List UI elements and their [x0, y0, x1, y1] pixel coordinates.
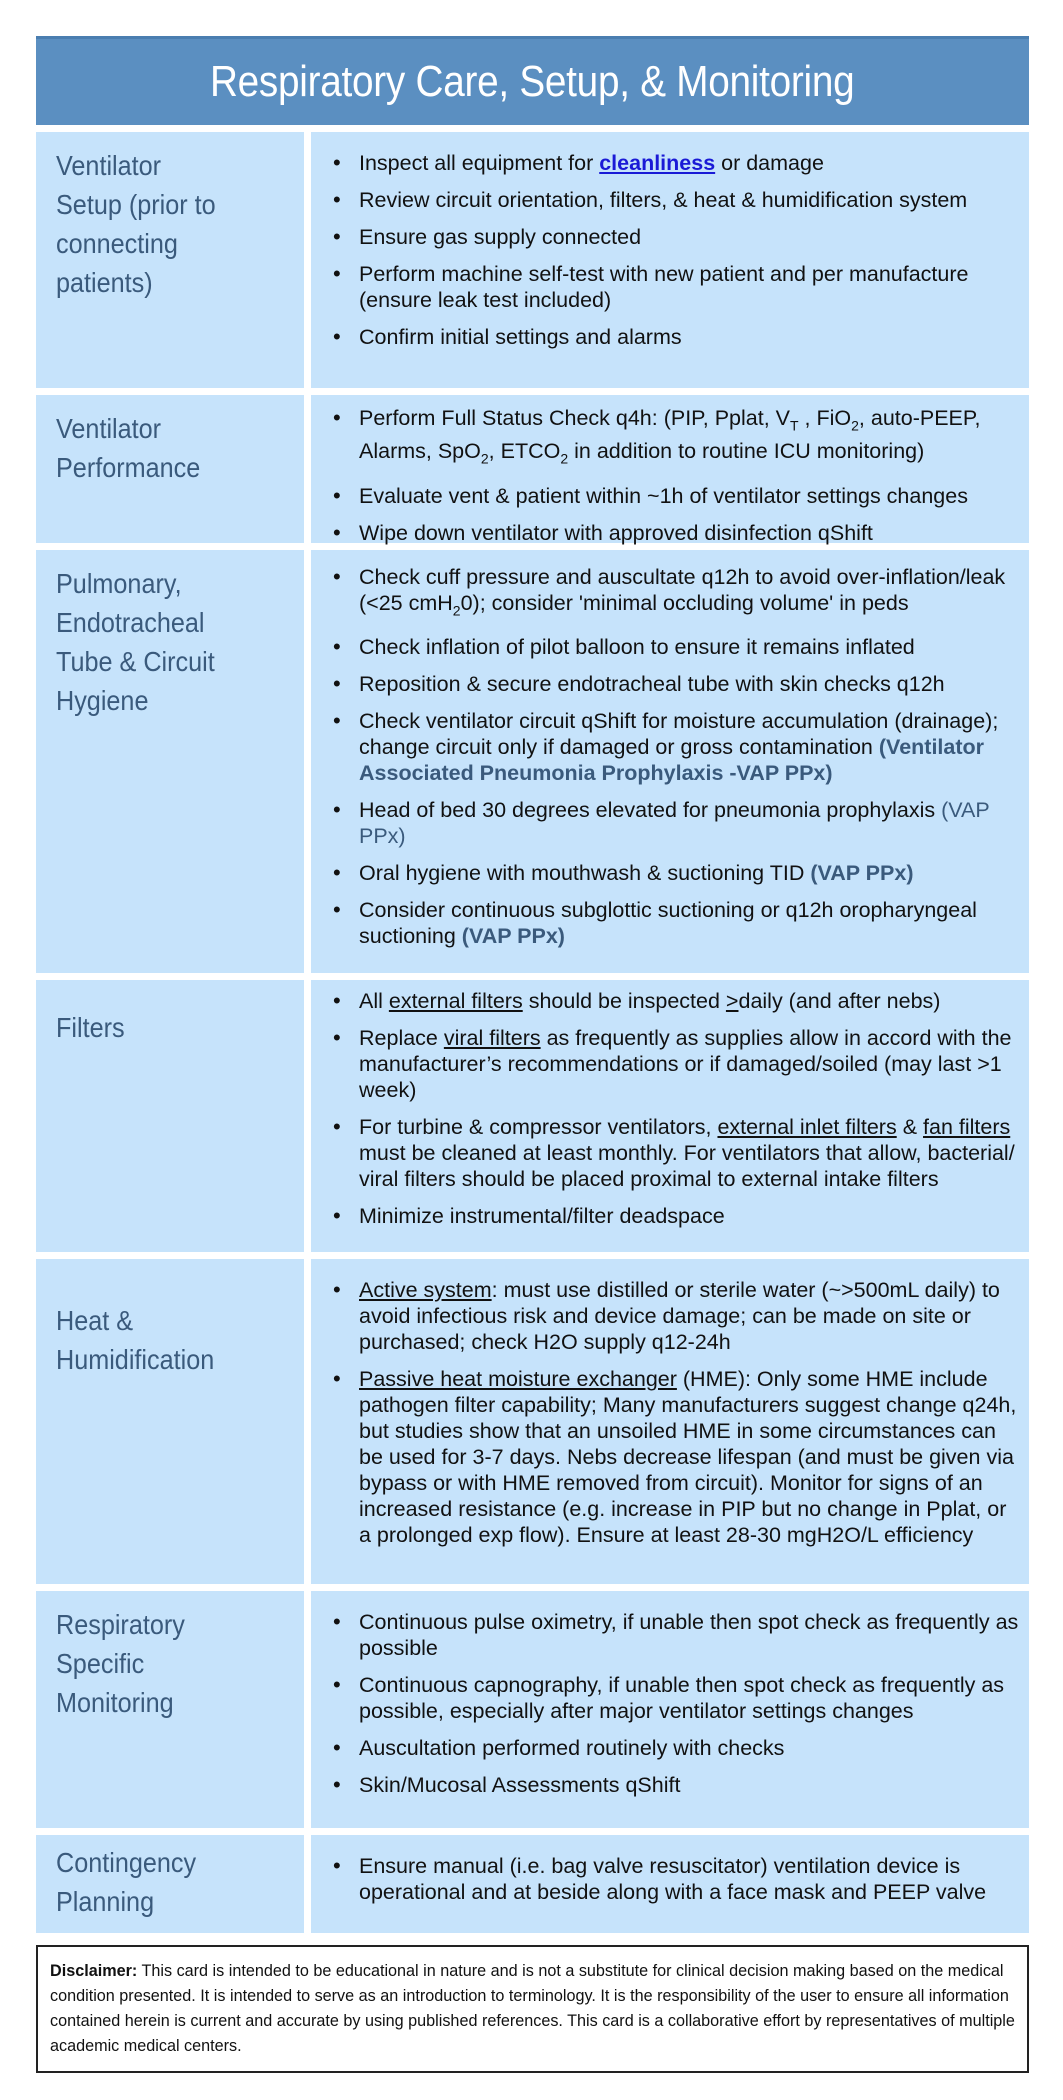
section-respiratory-monitoring — [36, 1591, 1029, 1828]
section-hygiene — [36, 550, 1029, 973]
vap-tag: (VAP PPx) — [359, 798, 990, 849]
disclaimer-label: Disclaimer: — [50, 1962, 138, 1980]
list-item: • Check inflation of pilot balloon to ensure it remains inflated — [359, 634, 1019, 660]
list-item: • Passive heat moisture exchanger (HME): Only some HME include pathogen filter capability; Many manufacturers suggest change q24h, but studies show that an unsoiled HME in some circumstances can be used for 3-7 days. Nebs decrease lifespan (and must be given via bypass or with HME removed from circuit). Monitor for signs of an increased resistance (e.g. increase in PIP but no change in Pplat, or a prolonged exp flow). Ensure at least 28-30 mgH2O/L efficiency — [359, 1366, 1019, 1548]
list-item: • Evaluate vent & patient within ~1h of ventilator settings changes — [359, 483, 1019, 509]
section-content — [311, 980, 1029, 1252]
list-item: • Active system: must use distilled or sterile water (~>500mL daily) to avoid infectious risk and device damage; can be made on site or purchased; check H2O supply q12-24h — [359, 1277, 1019, 1355]
list-item: • All external filters should be inspected >daily (and after nebs) — [359, 988, 1019, 1014]
vap-tag: (VAP PPx) — [461, 924, 565, 949]
disclaimer-box — [36, 1945, 1029, 2073]
section-content — [311, 1835, 1029, 1933]
section-contingency-planning — [36, 1835, 1029, 1933]
list-item: • Confirm initial settings and alarms — [359, 324, 1019, 350]
list-item: • Head of bed 30 degrees elevated for pneumonia prophylaxis (VAP PPx) — [359, 797, 1019, 849]
list-item: • Continuous capnography, if unable then spot check as frequently as possible, especially after major ventilator settings changes — [359, 1672, 1019, 1724]
list-item: • Ensure gas supply connected — [359, 224, 1019, 250]
list-item: • Continuous pulse oximetry, if unable then spot check as frequently as possible — [359, 1609, 1019, 1661]
section-content — [311, 1259, 1029, 1584]
section-label: Ventilator Performance — [36, 395, 304, 543]
section-label: Ventilator Setup (prior to connecting patients) — [36, 132, 304, 388]
list-item: • Reposition & secure endotracheal tube with skin checks q12h — [359, 671, 1019, 697]
list-item: • Oral hygiene with mouthwash & suctioning TID (VAP PPx) — [359, 860, 1019, 886]
card-title: Respiratory Care, Setup, & Monitoring — [210, 57, 855, 106]
respiratory-care-card — [36, 36, 1029, 2073]
section-filters — [36, 980, 1029, 1252]
list-item: • Auscultation performed routinely with checks — [359, 1735, 1019, 1761]
section-ventilator-setup — [36, 132, 1029, 388]
section-content — [311, 1591, 1029, 1828]
card-title-bar — [36, 36, 1029, 125]
section-label: Heat & Humidification — [36, 1259, 304, 1584]
section-ventilator-performance — [36, 395, 1029, 543]
vap-tag: (VAP PPx) — [810, 861, 914, 886]
section-heat-humidification — [36, 1259, 1029, 1584]
list-item: • Ensure manual (i.e. bag valve resuscitator) ventilation device is operational and at beside along with a face mask and PEEP valve — [359, 1853, 1019, 1905]
section-label: Contingency Planning — [36, 1835, 304, 1933]
list-item: • Inspect all equipment for cleanliness or damage — [359, 150, 1019, 176]
list-item: • Check cuff pressure and auscultate q12h to avoid over-inflation/leak (<25 cmH$_2$0); consider 'minimal occluding volume' in peds — [359, 564, 1019, 623]
list-item: • Replace viral filters as frequently as supplies allow in accord with the manufacturer’s recommendations or if damaged/soiled (may last >1 week) — [359, 1025, 1019, 1103]
list-item: • Skin/Mucosal Assessments qShift — [359, 1772, 1019, 1798]
list-item: • Minimize instrumental/filter deadspace — [359, 1203, 1019, 1229]
list-item: • Review circuit orientation, filters, & heat & humidification system — [359, 187, 1019, 213]
list-item: • Perform machine self-test with new patient and per manufacture (ensure leak test included) — [359, 261, 1019, 313]
cleanliness-link[interactable]: cleanliness — [599, 151, 716, 175]
list-item: • Check ventilator circuit qShift for moisture accumulation (drainage); change circuit only if damaged or gross contamination (Ventilator Associated Pneumonia Prophylaxis -VAP PPx) — [359, 708, 1019, 786]
section-label: Pulmonary, Endotracheal Tube & Circuit Hygiene — [36, 550, 304, 973]
list-item: • For turbine & compressor ventilators, external inlet filters & fan filters must be cleaned at least monthly. For ventilators that allow, bacterial/ viral filters should be placed proximal to external intake filters — [359, 1114, 1019, 1192]
list-item: • Wipe down ventilator with approved disinfection qShift — [359, 520, 1019, 546]
list-item: • Perform Full Status Check q4h: (PIP, Pplat, $V_T$ , FiO$_2$, auto-PEEP, Alarms, SpO$_2$, $ETCO_2$ in addition to routine ICU monitoring) — [359, 405, 1019, 472]
vap-tag: (Ventilator Associated Pneumonia Prophylaxis -VAP PPx) — [359, 735, 985, 786]
section-content — [311, 395, 1029, 543]
section-content — [311, 550, 1029, 973]
disclaimer-text: This card is intended to be educational in nature and is not a substitute for clinical decision making based on the medical condition presented. It is intended to serve as an introduction to terminology. It is the responsibility of the user to ensure all information contained herein is current and accurate by using published references. This card is a collaborative effort by representatives of multiple academic medical centers. — [50, 1962, 1015, 2055]
list-item: • Consider continuous subglottic suctioning or q12h oropharyngeal suctioning (VAP PPx) — [359, 897, 1019, 949]
section-content — [311, 132, 1029, 388]
section-label: Respiratory Specific Monitoring — [36, 1591, 304, 1828]
section-label: Filters — [36, 980, 304, 1252]
